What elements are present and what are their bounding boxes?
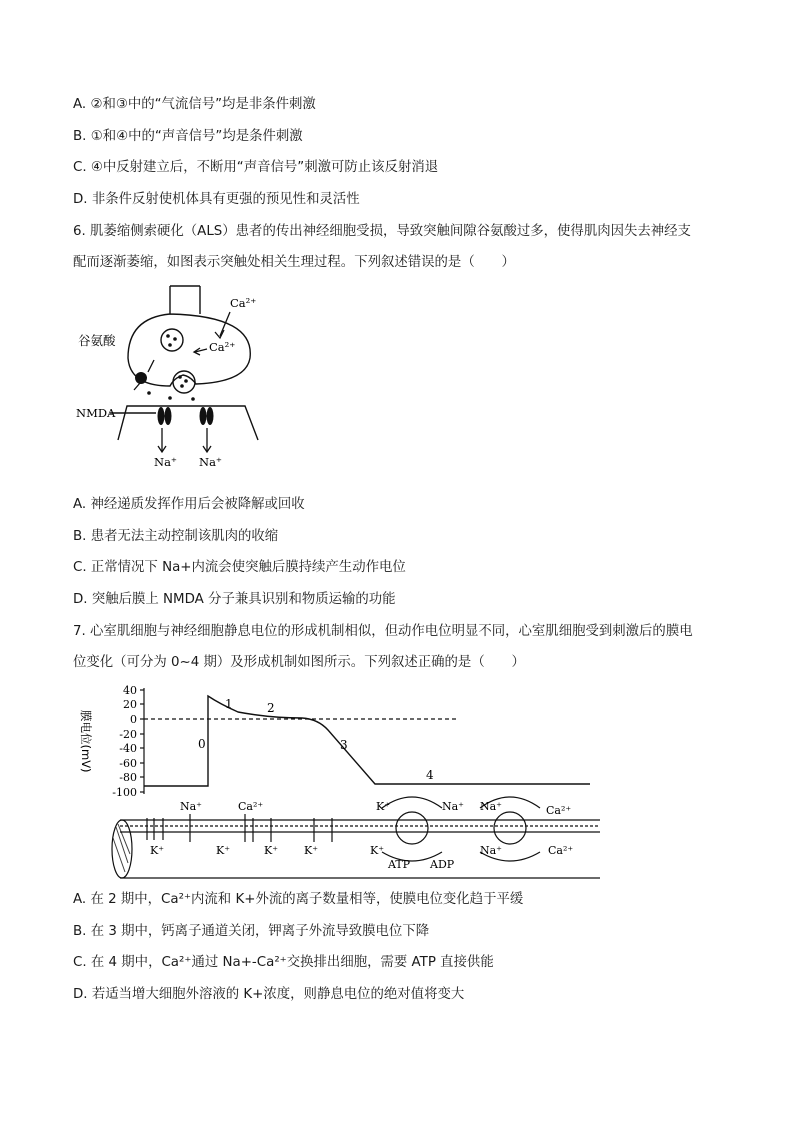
q6-stem-line2: 配而逐渐萎缩，如图表示突触处相关生理过程。下列叙述错误的是（ ） [73, 255, 515, 270]
y-axis-label: 膜电位(mV) [79, 710, 93, 773]
postsynaptic-membrane [118, 406, 258, 440]
ion-k-label: K⁺ [264, 844, 279, 857]
ion-na-label: Na⁺ [480, 800, 502, 813]
na-label-right: Na⁺ [199, 455, 222, 469]
phase-2-label: 2 [267, 701, 275, 715]
y-tick: -20 [119, 728, 137, 741]
action-potential-curve [144, 696, 590, 786]
ion-k-label: K⁺ [304, 844, 319, 857]
cell-cross-section [112, 820, 132, 878]
q7-stem-line2: 位变化（可分为 0~4 期）及形成机制如图所示。下列叙述正确的是（ ） [73, 655, 525, 670]
y-tick: 40 [123, 684, 137, 697]
na-ca-exchanger [494, 812, 526, 844]
glutamate-label: 谷氨酸 [78, 333, 116, 348]
ion-na-label: Na⁺ [180, 800, 202, 813]
q5-option-b: B. ①和④中的“声音信号”均是条件刺激 [73, 129, 303, 144]
nmda-receptor-left [158, 407, 165, 425]
ion-k-label: K⁺ [216, 844, 231, 857]
na-k-pump [396, 812, 428, 844]
ion-ca-label: Ca²⁺ [546, 804, 572, 817]
reuptake-transporter [135, 372, 147, 384]
synapse-figure [70, 280, 270, 472]
ion-na-label: Na⁺ [480, 844, 502, 857]
y-tick: -100 [112, 786, 137, 799]
q6-stem-line1: 6. 肌萎缩侧索硬化（ALS）患者的传出神经细胞受损，导致突触间隙谷氨酸过多，使得肌肉因失去神经支 [73, 224, 691, 239]
q6-option-d: D. 突触后膜上 NMDA 分子兼具识别和物质运输的功能 [73, 592, 396, 607]
vesicle-lower [173, 371, 195, 393]
q7-option-c: C. 在 4 期中，Ca²⁺通过 Na+-Ca²⁺交换排出细胞，需要 ATP 直接供能 [73, 955, 494, 970]
ion-na-label: Na⁺ [442, 800, 464, 813]
ca-label-inner: Ca²⁺ [209, 340, 236, 354]
action-potential-figure [70, 682, 610, 882]
q7-option-d: D. 若适当增大细胞外溶液的 K+浓度，则静息电位的绝对值将变大 [73, 987, 465, 1002]
q6-option-b: B. 患者无法主动控制该肌肉的收缩 [73, 529, 279, 544]
y-tick: -60 [119, 757, 137, 770]
q5-option-c: C. ④中反射建立后，不断用“声音信号”刺激可防止该反射消退 [73, 160, 439, 175]
phase-4-label: 4 [426, 768, 434, 782]
nmda-label: NMDA [76, 406, 116, 420]
q5-option-a: A. ②和③中的“气流信号”均是非条件刺激 [73, 97, 316, 112]
y-tick: 20 [123, 698, 137, 711]
na-label-left: Na⁺ [154, 455, 177, 469]
atp-label: ATP [388, 858, 411, 871]
phase-0-label: 0 [198, 737, 206, 751]
phase-3-label: 3 [340, 738, 348, 752]
ion-k-label: K⁺ [376, 800, 391, 813]
phase-1-label: 1 [225, 697, 233, 711]
adp-label: ADP [430, 858, 455, 871]
ion-k-label: K⁺ [150, 844, 165, 857]
q5-option-d: D. 非条件反射使机体具有更强的预见性和灵活性 [73, 192, 360, 207]
ca-label-top: Ca²⁺ [230, 296, 257, 310]
ion-ca-label: Ca²⁺ [548, 844, 574, 857]
ion-k-label: K⁺ [370, 844, 385, 857]
nmda-receptor-right [200, 407, 207, 425]
y-tick: 0 [130, 713, 137, 726]
q6-option-c: C. 正常情况下 Na+内流会使突触后膜持续产生动作电位 [73, 560, 406, 575]
q7-option-b: B. 在 3 期中，钙离子通道关闭，钾离子外流导致膜电位下降 [73, 924, 430, 939]
ion-ca-label: Ca²⁺ [238, 800, 264, 813]
q7-option-a: A. 在 2 期中，Ca²⁺内流和 K+外流的离子数量相等，使膜电位变化趋于平缓 [73, 892, 524, 907]
y-tick: -80 [119, 771, 137, 784]
q7-stem-line1: 7. 心室肌细胞与神经细胞静息电位的形成机制相似，但动作电位明显不同，心室肌细胞受到刺激后的膜电 [73, 624, 693, 639]
q6-option-a: A. 神经递质发挥作用后会被降解或回收 [73, 497, 305, 512]
vesicle-upper [161, 329, 183, 351]
y-tick: -40 [119, 742, 137, 755]
